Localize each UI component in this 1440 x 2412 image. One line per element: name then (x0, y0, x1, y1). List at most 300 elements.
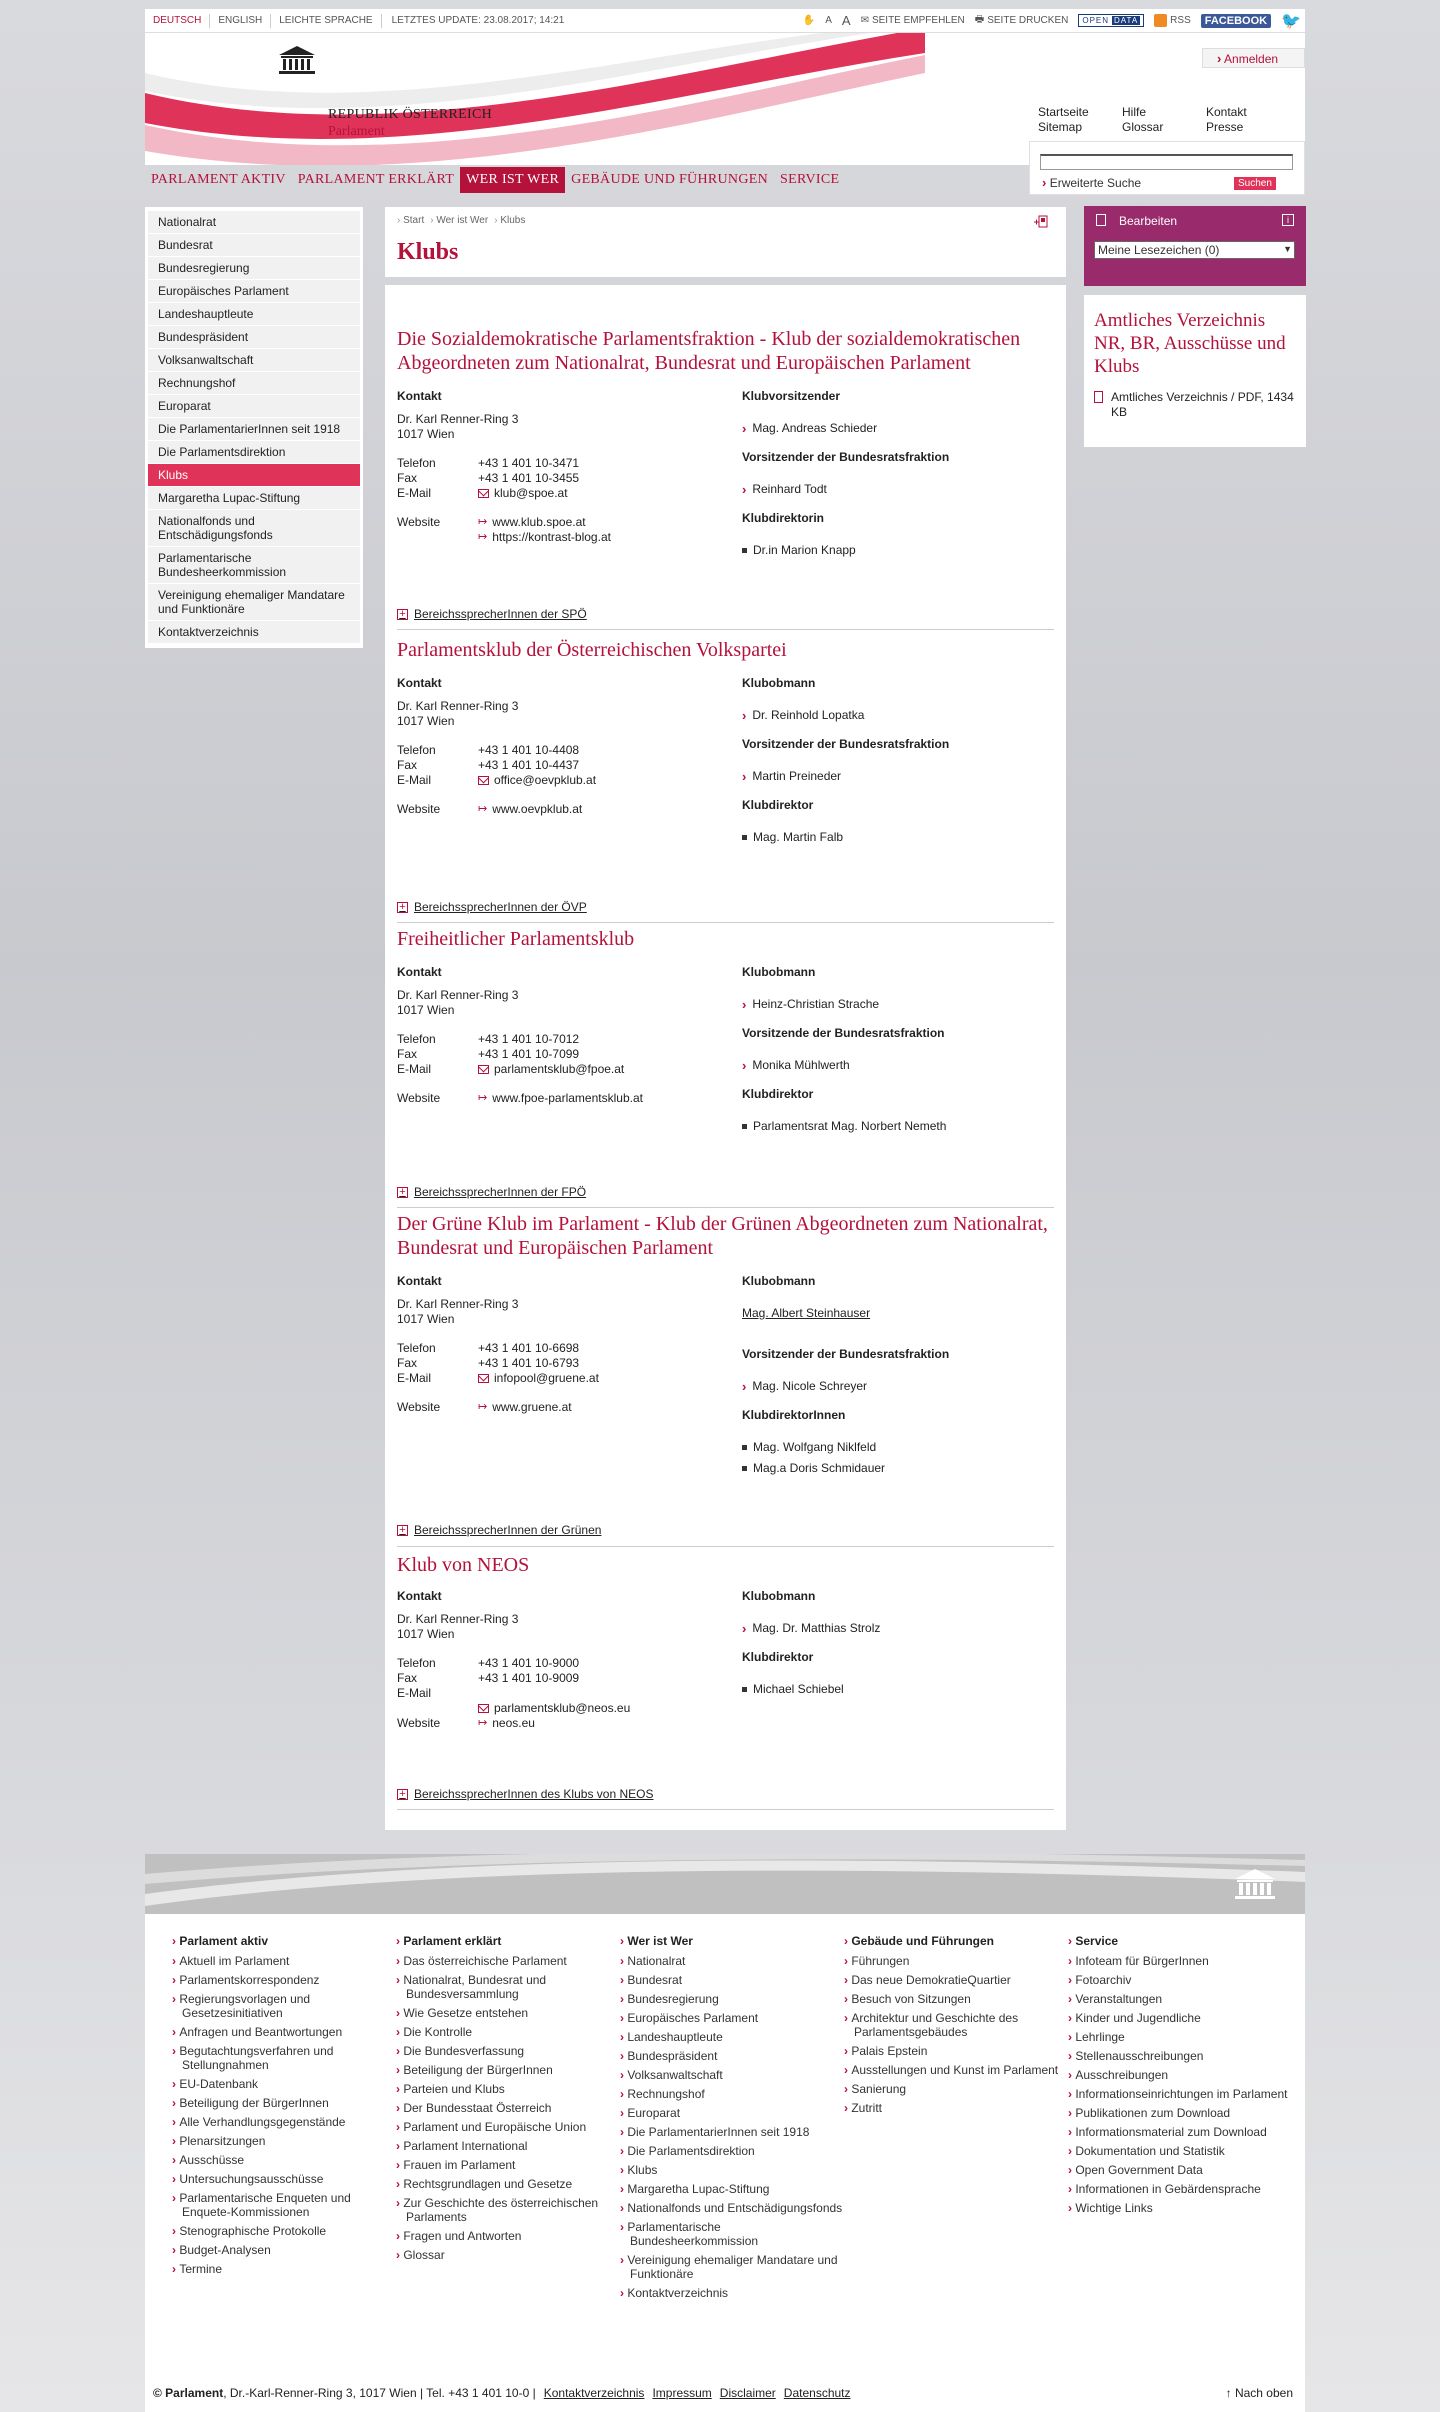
footer-link[interactable]: › Wichtige Links (1068, 2201, 1292, 2215)
address (397, 412, 727, 442)
advanced-search-label: Erweiterte Suche (1049, 176, 1142, 190)
footer-link[interactable]: › Anfragen und Beantwortungen (172, 2025, 396, 2039)
footer-link[interactable]: › Informationsmaterial zum Download (1068, 2125, 1292, 2139)
person-name: Monika Mühlwerth (752, 1058, 850, 1072)
footer-link[interactable]: › Europäisches Parlament (620, 2011, 844, 2025)
bullet-icon (742, 1124, 747, 1129)
footer-link[interactable]: › Alle Verhandlungsgegenstände (172, 2115, 396, 2129)
fax-value: +43 1 401 10-6793 (478, 1356, 580, 1370)
footer-link[interactable]: › Nationalrat (620, 1954, 844, 1968)
rss-link[interactable] (1154, 14, 1191, 27)
footer-link[interactable]: › Besuch von Sitzungen (844, 1992, 1068, 2006)
footer-link[interactable]: › Das österreichische Parlament (396, 1954, 620, 1968)
footer-link-impressum[interactable]: Impressum (652, 2386, 712, 2400)
chevron-right-icon: › (742, 769, 747, 784)
footer-link[interactable]: › Die ParlamentarierInnen seit 1918 (620, 2125, 844, 2139)
roles-column (742, 1274, 1052, 1476)
footer-link[interactable]: › Bundespräsident (620, 2049, 844, 2063)
bullet-icon (742, 1687, 747, 1692)
email-link[interactable] (478, 1062, 727, 1077)
club-neos (397, 1547, 1054, 1810)
footer-link[interactable]: › Stellenausschreibungen (1068, 2049, 1292, 2063)
phone-value: +43 1 401 10-9000 (478, 1656, 580, 1670)
footer-link[interactable]: › Beteiligung der BürgerInnen (172, 2096, 396, 2110)
footer-link[interactable]: › Kontaktverzeichnis (620, 2286, 844, 2300)
footer-link[interactable]: › Wie Gesetze entstehen (396, 2006, 620, 2020)
footer-link[interactable]: › Plenarsitzungen (172, 2134, 396, 2148)
quick-link-kontakt[interactable]: Kontakt (1206, 105, 1247, 119)
footer-link[interactable]: › Fotoarchiv (1068, 1973, 1292, 1987)
bullet-icon (742, 835, 747, 840)
contact-column (397, 1589, 727, 1731)
person-name: Mag. Wolfgang Niklfeld (753, 1440, 877, 1454)
email-label: E-Mail (397, 486, 432, 500)
footer-link[interactable]: › Dokumentation und Statistik (1068, 2144, 1292, 2158)
footer-link[interactable]: › Nationalrat, Bundesrat und Bundesversammlung (396, 1973, 620, 2001)
sidebar-nav (145, 207, 363, 648)
arrow-up-icon: ↑ (1225, 2386, 1232, 2400)
footer-link[interactable]: › Ausschüsse (172, 2153, 396, 2167)
roles-column (742, 676, 1052, 845)
street: Dr. Karl Renner-Ring 3 (397, 699, 519, 713)
club-name: Parlamentsklub der Österreichischen Volkspartei (397, 639, 787, 661)
person-item (742, 1119, 1052, 1134)
footer-link[interactable]: › Sanierung (844, 2082, 1068, 2096)
fax-label: Fax (397, 1671, 418, 1685)
search-panel (1029, 141, 1305, 195)
speakers-label: BereichssprecherInnen der SPÖ (414, 607, 587, 621)
club-fpoe (397, 923, 1054, 1208)
last-update: LETZTES UPDATE: 23.08.2017; 14:21 (391, 15, 565, 26)
city: 1017 Wien (397, 427, 455, 441)
bookmark-add-icon[interactable] (1034, 215, 1048, 229)
website-details (397, 515, 727, 545)
address (397, 1612, 727, 1642)
sidebar-item-vereinigung[interactable]: Vereinigung ehemaliger Mandatare und Funktionäre (148, 584, 360, 621)
print-link[interactable] (975, 12, 1069, 29)
chevron-right-icon: › (1217, 51, 1222, 66)
person-link[interactable] (742, 997, 1052, 1012)
speakers-link[interactable] (397, 1523, 601, 1537)
sidebar-item-kontaktverzeichnis[interactable]: Kontaktverzeichnis (148, 621, 360, 644)
open-data-right: DATA (1114, 16, 1139, 25)
contact-column (397, 1274, 727, 1415)
speakers-link[interactable] (397, 1185, 586, 1199)
open-data-badge[interactable] (1078, 14, 1144, 27)
recommend-link[interactable] (861, 15, 965, 26)
envelope-icon (478, 776, 489, 785)
chevron-right-icon: › (742, 1379, 747, 1394)
contact-label: Kontakt (397, 965, 442, 979)
footer-link[interactable]: › Publikationen zum Download (1068, 2106, 1292, 2120)
email-link[interactable] (478, 1701, 727, 1716)
footer-link[interactable]: › Palais Epstein (844, 2044, 1068, 2058)
footer-link[interactable]: › Informationseinrichtungen im Parlament (1068, 2087, 1292, 2101)
club-name: Klub von NEOS (397, 1554, 530, 1576)
bullet-icon (742, 1445, 747, 1450)
roles-column (742, 965, 1052, 1134)
footer-link[interactable]: › Die Parlamentsdirektion (620, 2144, 844, 2158)
footer-link[interactable]: › Open Government Data (1068, 2163, 1292, 2177)
email-label: E-Mail (397, 1686, 432, 1700)
website-label: Website (397, 1091, 441, 1105)
footer-link[interactable]: › Die Bundesverfassung (396, 2044, 620, 2058)
phone-label: Telefon (397, 743, 436, 757)
footer-link[interactable]: › Parlament und Europäische Union (396, 2120, 620, 2134)
person-name: Heinz-Christian Strache (752, 997, 880, 1011)
phone-label: Telefon (397, 1032, 436, 1046)
footer-link[interactable]: › Zur Geschichte des österreichischen Parlaments (396, 2196, 620, 2224)
footer-link[interactable]: › Landeshauptleute (620, 2030, 844, 2044)
breadcrumb-wer-ist-wer[interactable]: › Wer ist Wer (430, 215, 488, 226)
footer-link[interactable]: › Untersuchungsausschüsse (172, 2172, 396, 2186)
role-title: Klubvorsitzender (742, 389, 841, 403)
role-title: Klubdirektor (742, 1650, 814, 1664)
city: 1017 Wien (397, 1312, 455, 1326)
footer-link[interactable]: › Klubs (620, 2163, 844, 2177)
chevron-right-icon: › (1042, 175, 1047, 190)
footer-link[interactable]: › Ausschreibungen (1068, 2068, 1292, 2082)
role-title: Klubobmann (742, 1589, 816, 1603)
phone-label: Telefon (397, 1341, 436, 1355)
nav-wer-ist-wer[interactable]: WER IST WER (460, 167, 565, 193)
breadcrumb-start[interactable]: › Start (397, 215, 424, 226)
footer-link-disclaimer[interactable]: Disclaimer (719, 2386, 776, 2400)
quick-link-hilfe[interactable]: Hilfe (1122, 105, 1147, 119)
footer-link[interactable]: › Infoteam für BürgerInnen (1068, 1954, 1292, 1968)
footer-link[interactable]: › Ausstellungen und Kunst im Parlament (844, 2063, 1068, 2077)
contact-label: Kontakt (397, 676, 442, 690)
contact-column (397, 965, 727, 1106)
sidebar-item-bundesregierung[interactable]: Bundesregierung (148, 257, 360, 280)
footer-link[interactable]: › Margaretha Lupac-Stiftung (620, 2182, 844, 2196)
city: 1017 Wien (397, 1003, 455, 1017)
email-label: E-Mail (397, 1371, 432, 1385)
nav-parlament-erklaert[interactable]: PARLAMENT ERKLÄRT (297, 172, 455, 187)
footer-column-heading[interactable]: › Service (1068, 1934, 1292, 1948)
footer-column-heading[interactable]: › Parlament aktiv (172, 1934, 396, 1948)
expand-plus-icon: + (397, 1789, 408, 1800)
footer-link[interactable]: › Frauen im Parlament (396, 2158, 620, 2172)
email-label: E-Mail (397, 773, 432, 787)
website-value-2: https://kontrast-blog.at (492, 530, 611, 544)
expand-plus-icon: + (397, 902, 408, 913)
person-link[interactable]: Mag. Albert Steinhauser (742, 1306, 871, 1320)
quick-link-startseite[interactable]: Startseite (1038, 105, 1089, 119)
person-link[interactable] (742, 1379, 1052, 1394)
club-name: Der Grüne Klub im Parlament - Klub der Grünen Abgeordneten zum Nationalrat, Bundesrat und Europäischen Parlament (397, 1213, 1048, 1259)
chevron-right-icon: › (742, 997, 747, 1012)
bookmarks-select[interactable]: Meine Lesezeichen (0) ▼ (1094, 241, 1295, 259)
chevron-right-icon: › (742, 421, 747, 436)
website-label: Website (397, 515, 441, 529)
footer-link[interactable]: › Parlamentskorrespondenz (172, 1973, 396, 1987)
speakers-label: BereichssprecherInnen der Grünen (414, 1523, 602, 1537)
footer-link[interactable]: › EU-Datenbank (172, 2077, 396, 2091)
chevron-right-icon: › (742, 1058, 747, 1073)
sidebar-item-nationalrat[interactable]: Nationalrat (148, 211, 360, 234)
bullet-icon (742, 1466, 747, 1471)
contact-column (397, 389, 727, 545)
footer-link[interactable]: › Führungen (844, 1954, 1068, 1968)
person-link[interactable] (742, 769, 1052, 784)
footer-link[interactable]: › Aktuell im Parlament (172, 1954, 396, 1968)
speakers-link[interactable] (397, 900, 587, 914)
speakers-link[interactable] (397, 1787, 653, 1801)
roles-column (742, 1589, 1052, 1697)
footer-link[interactable]: › Der Bundesstaat Österreich (396, 2101, 620, 2115)
fax-label: Fax (397, 758, 418, 772)
copyright: © Parlament (153, 2386, 224, 2400)
footer-link[interactable]: › Informationen in Gebärdensprache (1068, 2182, 1292, 2196)
website-link[interactable] (478, 1400, 727, 1415)
person-name: Parlamentsrat Mag. Norbert Nemeth (753, 1119, 947, 1133)
person-name: Mag. Andreas Schieder (752, 421, 878, 435)
footer-link[interactable]: › Volksanwaltschaft (620, 2068, 844, 2082)
quick-link-sitemap[interactable]: Sitemap (1038, 120, 1083, 134)
phone-value: +43 1 401 10-3471 (478, 456, 580, 470)
city: 1017 Wien (397, 714, 455, 728)
person-item (742, 830, 1052, 845)
sidebar-item-europaeisches-parlament[interactable]: Europäisches Parlament (148, 280, 360, 303)
person-item (742, 1461, 1052, 1476)
external-link-icon: ↦ (478, 1401, 488, 1413)
footer-link[interactable]: › Rechtsgrundlagen und Gesetze (396, 2177, 620, 2191)
email-link[interactable] (478, 1371, 727, 1386)
footer-link[interactable]: › Parlamentarische Enqueten und Enquete-Kommissionen (172, 2191, 396, 2219)
bullet-icon (742, 548, 747, 553)
fax-value: +43 1 401 10-3455 (478, 471, 580, 485)
footer-link[interactable]: › Lehrlinge (1068, 2030, 1292, 2044)
street: Dr. Karl Renner-Ring 3 (397, 412, 519, 426)
nav-gebaeude-fuehrungen[interactable]: GEBÄUDE UND FÜHRUNGEN (571, 172, 769, 187)
address (397, 1297, 727, 1327)
website-link[interactable] (478, 1716, 727, 1731)
envelope-icon (478, 1374, 489, 1383)
footer-link[interactable]: › Das neue DemokratieQuartier (844, 1973, 1068, 1987)
quick-link-glossar[interactable]: Glossar (1122, 120, 1164, 134)
sidebar-item-volksanwaltschaft[interactable]: Volksanwaltschaft (148, 349, 360, 372)
city: 1017 Wien (397, 1627, 455, 1641)
lang-easy[interactable]: LEICHTE SPRACHE (271, 14, 381, 28)
club-gruene (397, 1208, 1054, 1547)
email-value: parlamentsklub@fpoe.at (494, 1062, 625, 1076)
fax-value: +43 1 401 10-9009 (478, 1671, 580, 1685)
expand-plus-icon: + (397, 1525, 408, 1536)
person-link[interactable] (742, 421, 1052, 436)
website-link[interactable] (478, 1091, 727, 1106)
rss-label: RSS (1170, 15, 1191, 26)
email-value: parlamentsklub@neos.eu (494, 1701, 631, 1715)
footer-link[interactable]: › Parteien und Klubs (396, 2082, 620, 2096)
footer-link[interactable]: › Stenographische Protokolle (172, 2224, 396, 2238)
footer-link[interactable]: › Rechnungshof (620, 2087, 844, 2101)
external-link-icon: ↦ (478, 531, 488, 543)
footer-link[interactable]: › Regierungsvorlagen und Gesetzesinitiativen (172, 1992, 396, 2020)
back-to-top-link[interactable] (1226, 2386, 1303, 2400)
directory-title: Amtliches Verzeichnis NR, BR, Ausschüsse und Klubs (1094, 310, 1286, 377)
sidebar-item-parlamentsdirektion[interactable]: Die Parlamentsdirektion (148, 441, 360, 464)
twitter-icon[interactable]: 🐦 (1281, 12, 1301, 30)
website-value: www.gruene.at (492, 1400, 572, 1414)
website-details (397, 1091, 727, 1106)
sidebar-item-europarat[interactable]: Europarat (148, 395, 360, 418)
contact-details (397, 1656, 727, 1731)
footer-link[interactable]: › Parlament International (396, 2139, 620, 2153)
street: Dr. Karl Renner-Ring 3 (397, 988, 519, 1002)
footer-link[interactable]: › Die Kontrolle (396, 2025, 620, 2039)
advanced-search-link[interactable] (1042, 175, 1141, 190)
sidebar-item-bundesheerkommission[interactable]: Parlamentarische Bundesheerkommission (148, 547, 360, 584)
address (397, 699, 727, 729)
contact-label: Kontakt (397, 1589, 442, 1603)
email-link[interactable] (478, 486, 727, 501)
footer-link-kontaktverzeichnis[interactable]: Kontaktverzeichnis (543, 2386, 645, 2400)
chevron-right-icon: › (742, 1621, 747, 1636)
info-icon[interactable]: i (1282, 214, 1294, 226)
directory-pdf-link[interactable] (1094, 390, 1306, 420)
quick-links (1038, 105, 1290, 134)
speakers-label: BereichssprecherInnen der FPÖ (414, 1185, 587, 1199)
person-name: Martin Preineder (752, 769, 842, 783)
sidebar-item-parlamentarierinnen[interactable]: Die ParlamentarierInnen seit 1918 (148, 418, 360, 441)
footer-swoosh (145, 1854, 1305, 1914)
footer-link[interactable]: › Budget-Analysen (172, 2243, 396, 2257)
club-list (385, 285, 1066, 1830)
club-spoe (397, 327, 1054, 630)
sidebar-item-landeshauptleute[interactable]: Landeshauptleute (148, 303, 360, 326)
website-link[interactable] (478, 802, 727, 817)
sign-language-icon[interactable]: ✋ (802, 15, 816, 26)
nav-parlament-aktiv[interactable]: PARLAMENT AKTIV (151, 172, 286, 187)
footer-column (620, 1934, 844, 2305)
facebook-link[interactable]: FACEBOOK (1201, 14, 1271, 28)
person-name: Michael Schiebel (753, 1682, 844, 1696)
website-link-2[interactable] (478, 530, 727, 545)
rss-icon (1154, 14, 1167, 27)
person-item (742, 1440, 1052, 1455)
footer-link[interactable]: › Zutritt (844, 2101, 1068, 2115)
club-oevp (397, 638, 1054, 923)
footer-link[interactable]: › Veranstaltungen (1068, 1992, 1292, 2006)
person-name: Mag. Nicole Schreyer (752, 1379, 868, 1393)
nav-service[interactable]: SERVICE (780, 172, 840, 187)
footer-link-datenschutz[interactable]: Datenschutz (783, 2386, 851, 2400)
parliament-logo-icon[interactable] (277, 43, 317, 77)
sidebar-item-lupac-stiftung[interactable]: Margaretha Lupac-Stiftung (148, 487, 360, 510)
person-link[interactable] (742, 1058, 1052, 1073)
printer-icon: 🖶 (974, 14, 985, 25)
phone-label: Telefon (397, 456, 436, 470)
sidebar-item-bundespraesident[interactable]: Bundespräsident (148, 326, 360, 349)
footer-link[interactable]: › Fragen und Antworten (396, 2229, 620, 2243)
website-label: Website (397, 1716, 441, 1730)
contact-details (397, 743, 727, 788)
header-swoosh (145, 33, 925, 165)
external-link-icon: ↦ (478, 1092, 488, 1104)
recommend-label: SEITE EMPFEHLEN (871, 15, 965, 26)
quick-link-presse[interactable]: Presse (1206, 120, 1244, 134)
footer-column (396, 1934, 620, 2305)
footer-link[interactable]: › Vereinigung ehemaliger Mandatare und Funktionäre (620, 2253, 844, 2281)
footer-column (1068, 1934, 1292, 2305)
font-small-button[interactable]: A (825, 15, 832, 26)
footer-column-heading[interactable]: › Parlament erklärt (396, 1934, 620, 1948)
speakers-label: BereichssprecherInnen der ÖVP (414, 900, 587, 914)
website-link[interactable] (478, 515, 727, 530)
person-name: Dr.in Marion Knapp (753, 543, 856, 557)
website-value: www.klub.spoe.at (492, 515, 586, 529)
footer-link[interactable]: › Europarat (620, 2106, 844, 2120)
website-value: www.fpoe-parlamentsklub.at (492, 1091, 643, 1105)
login-button[interactable] (1202, 48, 1305, 68)
lang-english[interactable]: ENGLISH (210, 14, 271, 28)
footer-link[interactable]: › Kinder und Jugendliche (1068, 2011, 1292, 2025)
street: Dr. Karl Renner-Ring 3 (397, 1297, 519, 1311)
website-value: neos.eu (492, 1716, 535, 1730)
role-title: KlubdirektorInnen (742, 1408, 846, 1422)
contact-details (397, 456, 727, 501)
main-nav (145, 167, 845, 193)
person-item (742, 543, 1052, 558)
footer-link[interactable]: › Termine (172, 2262, 396, 2276)
person-link[interactable] (742, 482, 1052, 497)
footer-address: , Dr.-Karl-Renner-Ring 3, 1017 Wien | Tel. +43 1 401 10-0 | (223, 2386, 536, 2400)
role-title: Vorsitzende der Bundesratsfraktion (742, 1026, 945, 1040)
website-label: Website (397, 802, 441, 816)
speakers-link[interactable] (397, 607, 587, 621)
search-input[interactable] (1040, 154, 1293, 170)
footer-column-heading[interactable]: › Wer ist Wer (620, 1934, 844, 1948)
footer-link[interactable]: › Bundesrat (620, 1973, 844, 1987)
pdf-icon (1094, 391, 1103, 403)
website-details (397, 802, 727, 817)
lang-deutsch[interactable]: DEUTSCH (145, 14, 210, 28)
email-link[interactable] (478, 773, 727, 788)
search-button[interactable]: Suchen (1234, 177, 1276, 190)
website-details (397, 1400, 727, 1415)
email-value: infopool@gruene.at (494, 1371, 599, 1385)
top-bar (145, 9, 1305, 33)
sidebar-item-rechnungshof[interactable]: Rechnungshof (148, 372, 360, 395)
breadcrumb-klubs[interactable]: › Klubs (494, 215, 525, 226)
bookmarks-edit-link[interactable]: Bearbeiten (1119, 214, 1178, 228)
footer-link[interactable]: › Glossar (396, 2248, 620, 2262)
sidebar-item-nationalfonds[interactable]: Nationalfonds und Entschädigungsfonds (148, 510, 360, 547)
fax-value: +43 1 401 10-7099 (478, 1047, 580, 1061)
footer-link[interactable]: › Begutachtungsverfahren und Stellungnahmen (172, 2044, 396, 2072)
person-link[interactable] (742, 708, 1052, 723)
footer-link[interactable]: › Nationalfonds und Entschädigungsfonds (620, 2201, 844, 2215)
website-label: Website (397, 1400, 441, 1414)
footer-link[interactable]: › Bundesregierung (620, 1992, 844, 2006)
footer-link[interactable]: › Beteiligung der BürgerInnen (396, 2063, 620, 2077)
open-data-left: OPEN (1082, 16, 1110, 25)
chevron-right-icon: › (742, 482, 747, 497)
site-subtitle: Parlament (328, 124, 385, 139)
footer-column-heading[interactable]: › Gebäude und Führungen (844, 1934, 1068, 1948)
expand-plus-icon: + (397, 1187, 408, 1198)
font-large-button[interactable]: A (841, 13, 851, 28)
footer-link[interactable]: › Architektur und Geschichte des Parlamentsgebäudes (844, 2011, 1068, 2039)
footer-link[interactable]: › Parlamentarische Bundesheerkommission (620, 2220, 844, 2248)
sidebar-item-bundesrat[interactable]: Bundesrat (148, 234, 360, 257)
sidebar-item-klubs[interactable]: Klubs (148, 464, 360, 487)
footer-column (844, 1934, 1068, 2305)
person-link[interactable] (742, 1621, 1052, 1636)
print-label: SEITE DRUCKEN (987, 15, 1069, 26)
chevron-right-icon: › (742, 708, 747, 723)
